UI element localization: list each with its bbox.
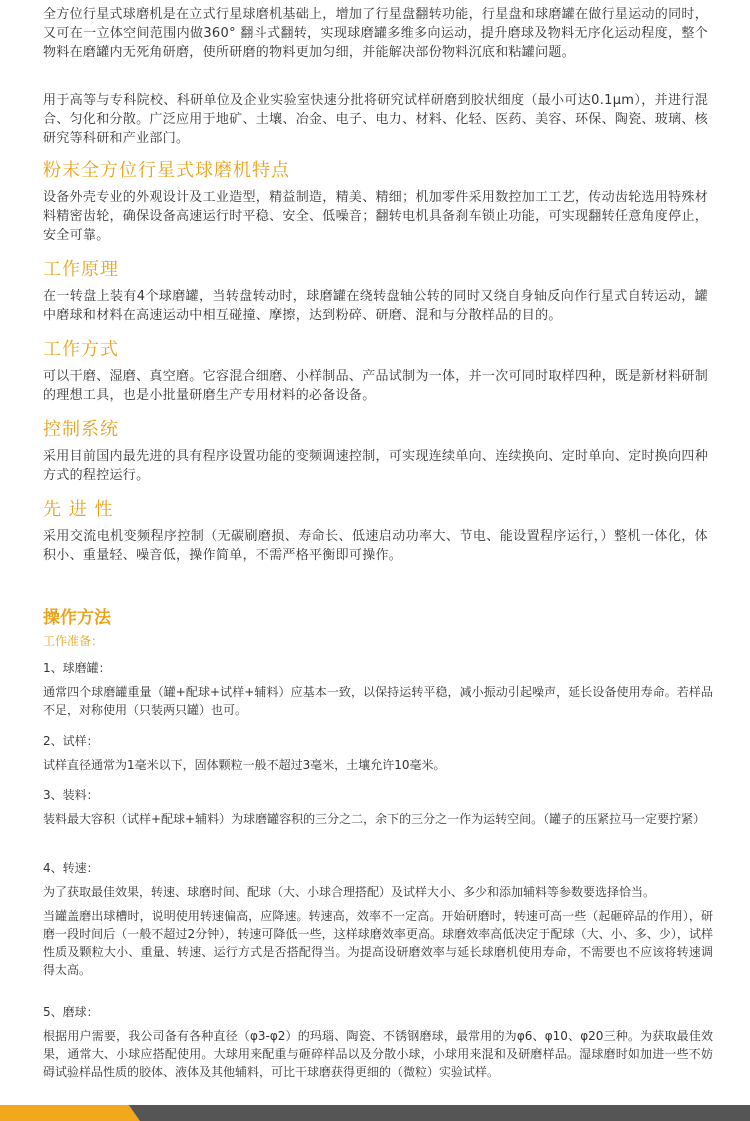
- operation-item-heading: 4、转速：: [43, 861, 99, 875]
- operation-item-heading: 3、装料：: [43, 788, 99, 802]
- section-features: [43, 156, 708, 245]
- operation-item-heading: 1、球磨罐：: [43, 661, 111, 675]
- operation-subtitle: 工作准备：: [43, 634, 104, 648]
- operation-item-text: 当罐盖磨出球槽时，说明使用转速偏高，应降速。转速高，效率不一定高。开始研磨时，转速可高一些（起砸碎品的作用），研磨一段时间后（一般不超过2分钟），转速可降低一些，这样球磨效率更高。球磨效率高低决定于配球（大、小、多、少），试样性质及颗粒大小、重量、转速、运行方式是否搭配得当。为提高设研磨效率与延长球磨机使用寿命，不需要也不应该将转速调得太高。: [43, 909, 713, 977]
- section-control-system: [43, 415, 708, 485]
- section-text-principle: 在一转盘上装有4个球磨罐，当转盘转动时，球磨罐在绕转盘轴公转的同时又绕自身轴反向作行星式自转运动，罐中磨球和材料在高速运动中相互碰撞、摩擦，达到粉碎、研磨、混和与分散样品的目的。: [43, 289, 708, 323]
- section-text-control-system: 采用目前国内最先进的具有程序设置功能的变频调速控制，可实现连续单向、连续换向、定时单向、定时换向四种方式的程控运行。: [43, 449, 709, 483]
- section-title-working-mode: 工作方式: [43, 339, 119, 360]
- section-text-working-mode: 可以干磨、湿磨、真空磨。它容混合细磨、小样制品、产品试制为一体，并一次可同时取样四种，既是新材料研制的理想工具，也是小批量研磨生产专用材料的必备设备。: [43, 369, 709, 403]
- section-title-principle: 工作原理: [43, 259, 119, 280]
- section-title-control-system: 控制系统: [43, 419, 119, 440]
- operation-item-heading: 2、试样：: [43, 734, 99, 748]
- operation-item-text: 为了获取最佳效果，转速、球磨时间、配球（大、小球合理搭配）及试样大小、多少和添加辅料等参数要选择恰当。: [43, 885, 656, 899]
- section-text-features: 设备外壳专业的外观设计及工业造型，精益制造，精美、精细；机加零件采用数控加工工艺，传动齿轮选用特殊材料精密齿轮，确保设备高速运行时平稳、安全、低噪音；翻转电机具备刹车锁止功能，可实现翻转任意角度停止，安全可靠。: [43, 190, 709, 243]
- operation-item-text: 装料最大容积（试样+配球+辅料）为球磨罐容积的三分之二，余下的三分之一作为运转空间。（罐子的压紧拉马一定要拧紧）: [43, 812, 706, 826]
- section-title-advantages: 先 进 性: [43, 499, 114, 520]
- section-advantages: [43, 495, 708, 565]
- operation-item-text: 根据用户需要，我公司备有各种直径（φ3-φ2）的玛瑙、陶瓷、不锈钢磨球，最常用的为φ6、φ10、φ20三种。为获取最佳效果，通常大、小球应搭配使用。大球用来配重与砸碎样品以及分散小球，小球用来混和及研磨样品。湿球磨时如加进一些不妨碍试验样品性质的胶体、液体及其他辅料，可比干球磨获得更细的（微粒）实验试样。: [43, 1029, 713, 1079]
- section-operation: [43, 603, 713, 1079]
- operation-item-heading: 5、磨球：: [43, 1005, 99, 1019]
- operation-item-speed: [43, 853, 713, 979]
- section-text-advantages: 采用交流电机变频程序控制（无碳刷磨损、寿命长、低速启动功率大、节电、能设置程序运行，）整机一体化，体积小、重量轻、噪音低，操作简单，不需严格平衡即可操作。: [43, 529, 708, 563]
- intro-paragraph-1: 全方位行星式球磨机是在立式行星球磨机基础上，增加了行星盘翻转功能，行星盘和球磨罐在做行星运动的同时，又可在一立体空间范围内做360° 翻斗式翻转，实现球磨罐多维多向运动，提升磨球及物料无序化运动程度，整个物料在磨罐内无死角研磨，使所研磨的物料更加匀细，并能解决部份物料沉底和粘罐问题。: [43, 7, 709, 60]
- operation-item-jar: [43, 653, 713, 719]
- footer-accent-tab: [0, 1105, 140, 1121]
- section-title-features: 粉末全方位行星式球磨机特点: [43, 160, 290, 181]
- operation-item-loading: [43, 780, 713, 828]
- operation-item-text: 试样直径通常为1毫米以下，固体颗粒一般不超过3毫米，土壤允许10毫米。: [43, 758, 446, 772]
- section-principle: [43, 255, 708, 325]
- section-working-mode: [43, 335, 708, 405]
- operation-item-sample: [43, 726, 713, 774]
- operation-title: 操作方法: [43, 608, 111, 628]
- operation-item-text: 通常四个球磨罐重量（罐+配球+试样+辅料）应基本一致，以保持运转平稳，减小振动引起噪声，延长设备使用寿命。若样品不足，对称使用（只装两只罐）也可。: [43, 685, 713, 717]
- intro-paragraph-2: 用于高等与专科院校、科研单位及企业实验室快速分批将研究试样研磨到胶状细度（最小可达0.1μm），并进行混合、匀化和分散。广泛应用于地矿、土壤、冶金、电子、电力、材料、化轻、医药、美容、环保、陶瓷、玻璃、核研究等科研和产业部门。: [43, 93, 709, 146]
- operation-item-balls: [43, 997, 713, 1081]
